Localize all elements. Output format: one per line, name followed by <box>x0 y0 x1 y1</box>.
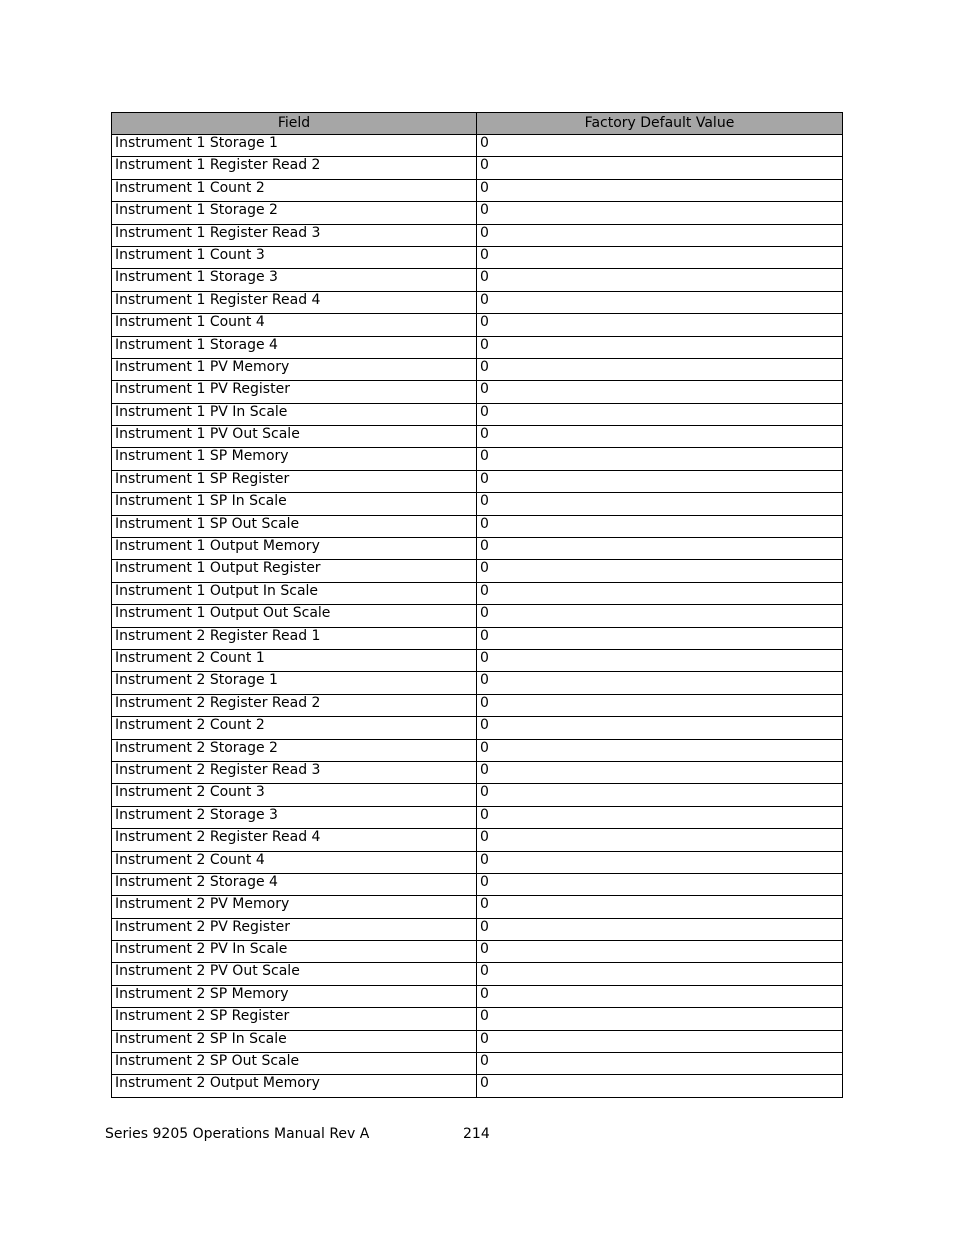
field-cell: Instrument 2 SP In Scale <box>112 1030 477 1052</box>
table-row <box>112 246 843 268</box>
default-value-cell: 0 <box>477 470 843 492</box>
table-row <box>112 157 843 179</box>
table-row <box>112 694 843 716</box>
field-cell: Instrument 2 Register Read 3 <box>112 761 477 783</box>
field-cell: Instrument 2 PV Out Scale <box>112 963 477 985</box>
default-value-cell: 0 <box>477 1008 843 1030</box>
default-value-cell: 0 <box>477 179 843 201</box>
table-row <box>112 761 843 783</box>
field-cell: Instrument 2 SP Out Scale <box>112 1053 477 1075</box>
table-header <box>112 113 843 135</box>
table-row <box>112 336 843 358</box>
field-cell: Instrument 1 Storage 3 <box>112 269 477 291</box>
default-value-cell: 0 <box>477 246 843 268</box>
default-value-cell: 0 <box>477 135 843 157</box>
field-cell: Instrument 2 SP Register <box>112 1008 477 1030</box>
default-value-cell: 0 <box>477 784 843 806</box>
field-cell: Instrument 2 Storage 1 <box>112 672 477 694</box>
default-value-cell: 0 <box>477 202 843 224</box>
field-cell: Instrument 1 Output Register <box>112 560 477 582</box>
field-cell: Instrument 1 PV Out Scale <box>112 426 477 448</box>
default-value-cell: 0 <box>477 851 843 873</box>
field-cell: Instrument 2 Storage 2 <box>112 739 477 761</box>
field-cell: Instrument 1 Register Read 2 <box>112 157 477 179</box>
field-cell: Instrument 1 PV Memory <box>112 358 477 380</box>
field-cell: Instrument 1 SP Register <box>112 470 477 492</box>
footer-page-number: 214 <box>463 1126 490 1142</box>
default-value-cell: 0 <box>477 829 843 851</box>
field-cell: Instrument 2 Count 3 <box>112 784 477 806</box>
field-cell: Instrument 1 SP Out Scale <box>112 515 477 537</box>
table-row <box>112 918 843 940</box>
field-cell: Instrument 2 PV Memory <box>112 896 477 918</box>
default-value-cell: 0 <box>477 291 843 313</box>
table-row <box>112 1075 843 1097</box>
default-value-cell: 0 <box>477 426 843 448</box>
field-cell: Instrument 1 Register Read 3 <box>112 224 477 246</box>
table-row <box>112 179 843 201</box>
footer-manual-title: Series 9205 Operations Manual Rev A <box>105 1126 370 1142</box>
field-cell: Instrument 1 PV In Scale <box>112 403 477 425</box>
field-cell: Instrument 2 Register Read 2 <box>112 694 477 716</box>
default-value-cell: 0 <box>477 515 843 537</box>
defaults-table <box>111 112 843 1098</box>
table-row <box>112 784 843 806</box>
field-cell: Instrument 2 Count 1 <box>112 649 477 671</box>
field-cell: Instrument 2 Storage 3 <box>112 806 477 828</box>
column-header-field: Field <box>112 113 477 135</box>
default-value-cell: 0 <box>477 717 843 739</box>
default-value-cell: 0 <box>477 403 843 425</box>
field-cell: Instrument 1 PV Register <box>112 381 477 403</box>
default-value-cell: 0 <box>477 627 843 649</box>
default-value-cell: 0 <box>477 761 843 783</box>
default-value-cell: 0 <box>477 1075 843 1097</box>
column-header-default-value: Factory Default Value <box>477 113 843 135</box>
default-value-cell: 0 <box>477 739 843 761</box>
table-row <box>112 426 843 448</box>
table-row <box>112 829 843 851</box>
field-cell: Instrument 2 Count 2 <box>112 717 477 739</box>
default-value-cell: 0 <box>477 1030 843 1052</box>
table-body <box>112 135 843 1098</box>
table-row <box>112 717 843 739</box>
field-cell: Instrument 1 Count 3 <box>112 246 477 268</box>
table-row <box>112 448 843 470</box>
table-row <box>112 582 843 604</box>
table-row <box>112 291 843 313</box>
table-row <box>112 269 843 291</box>
default-value-cell: 0 <box>477 358 843 380</box>
default-value-cell: 0 <box>477 672 843 694</box>
field-cell: Instrument 1 SP Memory <box>112 448 477 470</box>
table-row <box>112 538 843 560</box>
table-row <box>112 605 843 627</box>
table-row <box>112 806 843 828</box>
table-row <box>112 851 843 873</box>
table-row <box>112 896 843 918</box>
default-value-cell: 0 <box>477 963 843 985</box>
table-row <box>112 941 843 963</box>
default-value-cell: 0 <box>477 605 843 627</box>
default-value-cell: 0 <box>477 649 843 671</box>
field-cell: Instrument 2 PV In Scale <box>112 941 477 963</box>
default-value-cell: 0 <box>477 157 843 179</box>
default-value-cell: 0 <box>477 448 843 470</box>
default-value-cell: 0 <box>477 538 843 560</box>
table-row <box>112 873 843 895</box>
default-value-cell: 0 <box>477 873 843 895</box>
field-cell: Instrument 1 Output In Scale <box>112 582 477 604</box>
table-row <box>112 470 843 492</box>
default-value-cell: 0 <box>477 694 843 716</box>
table-row <box>112 627 843 649</box>
table-row <box>112 985 843 1007</box>
table-row <box>112 314 843 336</box>
default-value-cell: 0 <box>477 582 843 604</box>
default-value-cell: 0 <box>477 1053 843 1075</box>
table-row <box>112 358 843 380</box>
table-row <box>112 560 843 582</box>
table-row <box>112 1008 843 1030</box>
header-row <box>112 113 843 135</box>
field-cell: Instrument 2 Register Read 4 <box>112 829 477 851</box>
field-cell: Instrument 2 Count 4 <box>112 851 477 873</box>
table-row <box>112 403 843 425</box>
field-cell: Instrument 1 Count 4 <box>112 314 477 336</box>
default-value-cell: 0 <box>477 896 843 918</box>
table-row <box>112 493 843 515</box>
field-cell: Instrument 1 Register Read 4 <box>112 291 477 313</box>
field-cell: Instrument 2 PV Register <box>112 918 477 940</box>
default-value-cell: 0 <box>477 381 843 403</box>
field-cell: Instrument 1 Output Out Scale <box>112 605 477 627</box>
table-row <box>112 1030 843 1052</box>
field-cell: Instrument 2 SP Memory <box>112 985 477 1007</box>
table-row <box>112 202 843 224</box>
table-row <box>112 739 843 761</box>
default-value-cell: 0 <box>477 806 843 828</box>
field-cell: Instrument 2 Storage 4 <box>112 873 477 895</box>
default-value-cell: 0 <box>477 336 843 358</box>
field-cell: Instrument 1 SP In Scale <box>112 493 477 515</box>
field-cell: Instrument 1 Storage 4 <box>112 336 477 358</box>
table-row <box>112 515 843 537</box>
field-cell: Instrument 1 Storage 2 <box>112 202 477 224</box>
default-value-cell: 0 <box>477 224 843 246</box>
field-cell: Instrument 2 Register Read 1 <box>112 627 477 649</box>
table-row <box>112 1053 843 1075</box>
default-value-cell: 0 <box>477 493 843 515</box>
default-value-cell: 0 <box>477 560 843 582</box>
table-row <box>112 963 843 985</box>
field-cell: Instrument 1 Output Memory <box>112 538 477 560</box>
field-cell: Instrument 1 Storage 1 <box>112 135 477 157</box>
field-cell: Instrument 1 Count 2 <box>112 179 477 201</box>
table-row <box>112 381 843 403</box>
table-row <box>112 649 843 671</box>
table-row <box>112 672 843 694</box>
default-value-cell: 0 <box>477 314 843 336</box>
default-value-cell: 0 <box>477 269 843 291</box>
table-row <box>112 224 843 246</box>
default-value-cell: 0 <box>477 918 843 940</box>
table-row <box>112 135 843 157</box>
field-cell: Instrument 2 Output Memory <box>112 1075 477 1097</box>
default-value-cell: 0 <box>477 985 843 1007</box>
default-value-cell: 0 <box>477 941 843 963</box>
